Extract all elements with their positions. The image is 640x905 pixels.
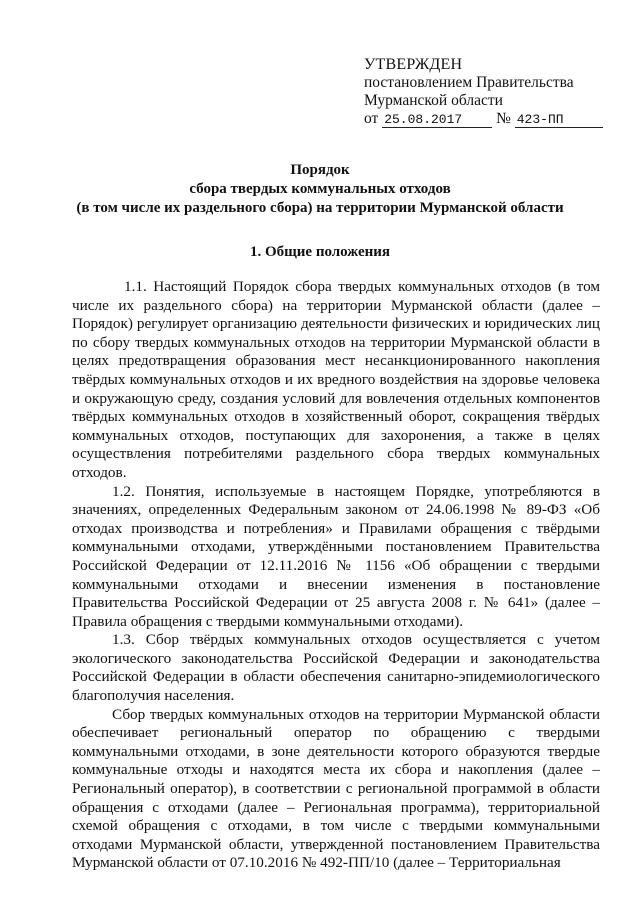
title-line-2: сбора твердых коммунальных отходов: [189, 181, 451, 197]
body-text: [72, 278, 600, 873]
approval-number: 423-ПП: [515, 112, 603, 128]
title-line-3: (в том числе их раздельного сбора) на территории Мурманской области: [76, 200, 564, 216]
approval-title: УТВЕРЖДЕН: [364, 56, 463, 73]
section-heading: 1. Общие положения: [249, 244, 391, 260]
approval-date-row: [364, 110, 624, 128]
approval-date: 25.08.2017: [382, 112, 492, 128]
paragraph-1-2: 1.2. Понятия, используемые в настоящем Порядке, употребляются в значениях, определенных Федеральным законом от 24.06.1998 № 89-ФЗ «Об отходах производства и потребления» и Правилами обращения с твёрдыми коммунальными отходами, утверждёнными постановлением Правительства Российской Федерации от 12.11.2016 № 1156 «Об обращении с твердыми коммунальными отходами и внесении изменения в постановление Правительства Российской Федерации от 25 августа 2008 г. № 641» (далее – Правила обращения с твердыми коммунальными отходами).: [72, 482, 600, 630]
date-prefix: от: [364, 110, 379, 127]
document-title: [0, 161, 640, 218]
number-prefix: №: [496, 110, 511, 127]
approval-line-1: постановлением Правительства: [364, 74, 574, 91]
approval-stamp-block: [364, 56, 624, 128]
paragraph-1-3: 1.3. Сбор твёрдых коммунальных отходов осуществляется с учетом экологического законодательства Российской Федерации и законодательства Российской Федерации в области обеспечения санитарно-эпидемиологического благополучия населения.: [72, 631, 600, 705]
paragraph-1-3-continued: Сбор твердых коммунальных отходов на территории Мурманской области обеспечивает региональный оператор по обращению с твердыми коммунальными отходами, в зоне деятельности которого образуются твердые коммунальные отходы и находятся места их сбора и накопления (далее – Региональный оператор), в соответствии с региональной программой в области обращения с отходами (далее – Региональная программа), территориальной схемой обращения с отходами, в том числе с твердыми коммунальными отходами Мурманской области, утвержденной постановлением Правительства Мурманской области от 07.10.2016 № 492-ПП/10 (далее – Территориальная: [72, 705, 600, 872]
paragraph-1-1: 1.1. Настоящий Порядок сбора твердых коммунальных отходов (в том числе их раздельного сбора) на территории Мурманской области (далее – Порядок) регулирует организацию деятельности физических и юридических лиц по сбору твердых коммунальных отходов на территории Мурманской области в целях предотвращения образования мест несанкционированного накопления твёрдых коммунальных отходов и их вредного воздействия на здоровье человека и окружающую среду, создания условий для вовлечения отдельных компонентов твёрдых коммунальных отходов в хозяйственный оборот, сокращения твёрдых коммунальных отходов, поступающих для захоронения, а также в целях осуществления потребителями раздельного сбора твердых коммунальных отходов.: [72, 278, 600, 481]
approval-line-2: Мурманской области: [364, 92, 503, 109]
title-line-1: Порядок: [290, 162, 350, 178]
